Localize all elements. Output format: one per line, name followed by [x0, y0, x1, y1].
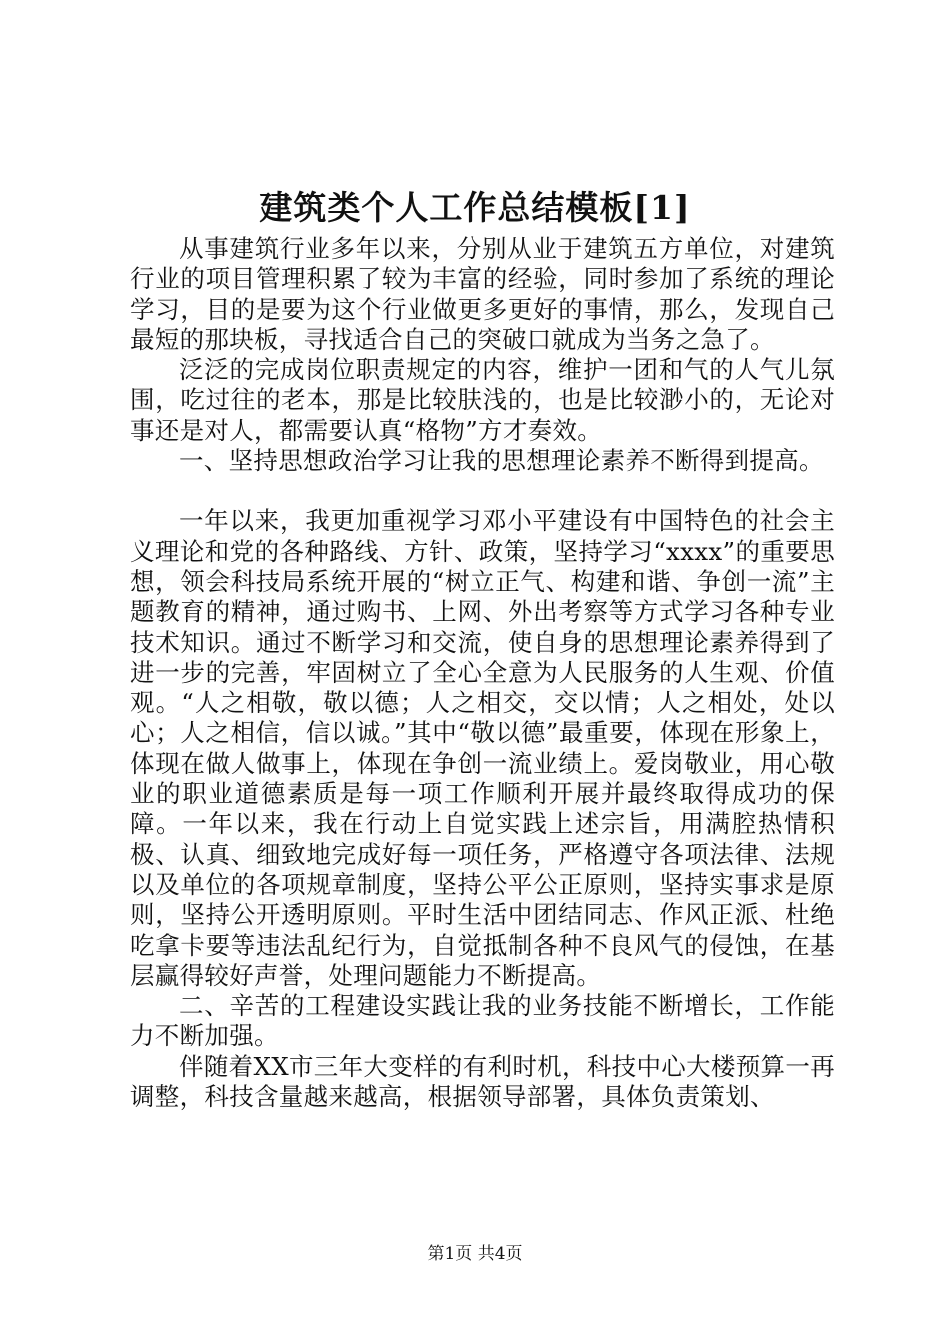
document-body: [130, 234, 835, 1112]
paragraph-intro: 从事建筑行业多年以来，分别从业于建筑五方单位，对建筑行业的项目管理积累了较为丰富的经验，同时参加了系统的理论学习，目的是要为这个行业做更多更好的事情，那么，发现自己最短的那块板，寻找适合自己的突破口就成为当务之急了。: [130, 234, 835, 354]
section-heading-2: 二、辛苦的工程建设实践让我的业务技能不断增长，工作能力不断加强。: [130, 991, 835, 1051]
paragraph-study: 一年以来，我更加重视学习邓小平建设有中国特色的社会主义理论和党的各种路线、方针、政策，坚持学习“xxxx”的重要思想，领会科技局系统开展的“树立正气、构建和谐、争创一流”主题教育的精神，通过购书、上网、外出考察等方式学习各种专业技术知识。通过不断学习和交流，使自身的思想理论素养得到了进一步的完善，牢固树立了全心全意为人民服务的人生观、价值观。“人之相敬，敬以德；人之相交，交以情；人之相处，处以心；人之相信，信以诚。”其中“敬以德”最重要，体现在形象上，体现在做人做事上，体现在争创一流业绩上。爱岗敬业，用心敬业的职业道德素质是每一项工作顺利开展并最终取得成功的保障。一年以来，我在行动上自觉实践上述宗旨，用满腔热情积极、认真、细致地完成好每一项任务，严格遵守各项法律、法规以及单位的各项规章制度，坚持公平公正原则，坚持实事求是原则，坚持公开透明原则。平时生活中团结同志、作风正派、杜绝吃拿卡要等违法乱纪行为，自觉抵制各种不良风气的侵蚀，在基层赢得较好声誉，处理问题能力不断提高。: [130, 506, 835, 990]
paragraph-attitude: 泛泛的完成岗位职责规定的内容，维护一团和气的人气儿氛围，吃过往的老本，那是比较肤浅的，也是比较渺小的，无论对事还是对人，都需要认真“格物”方才奏效。: [130, 355, 835, 445]
paragraph-practice: 伴随着XX市三年大变样的有利时机，科技中心大楼预算一再调整，科技含量越来越高，根据领导部署，具体负责策划、: [130, 1051, 835, 1112]
page-indicator: 第1页 共4页: [427, 1244, 523, 1264]
document-title: 建筑类个人工作总结模板[1]: [259, 188, 691, 227]
section-heading-1: 一、坚持思想政治学习让我的思想理论素养不断得到提高。: [179, 446, 824, 476]
